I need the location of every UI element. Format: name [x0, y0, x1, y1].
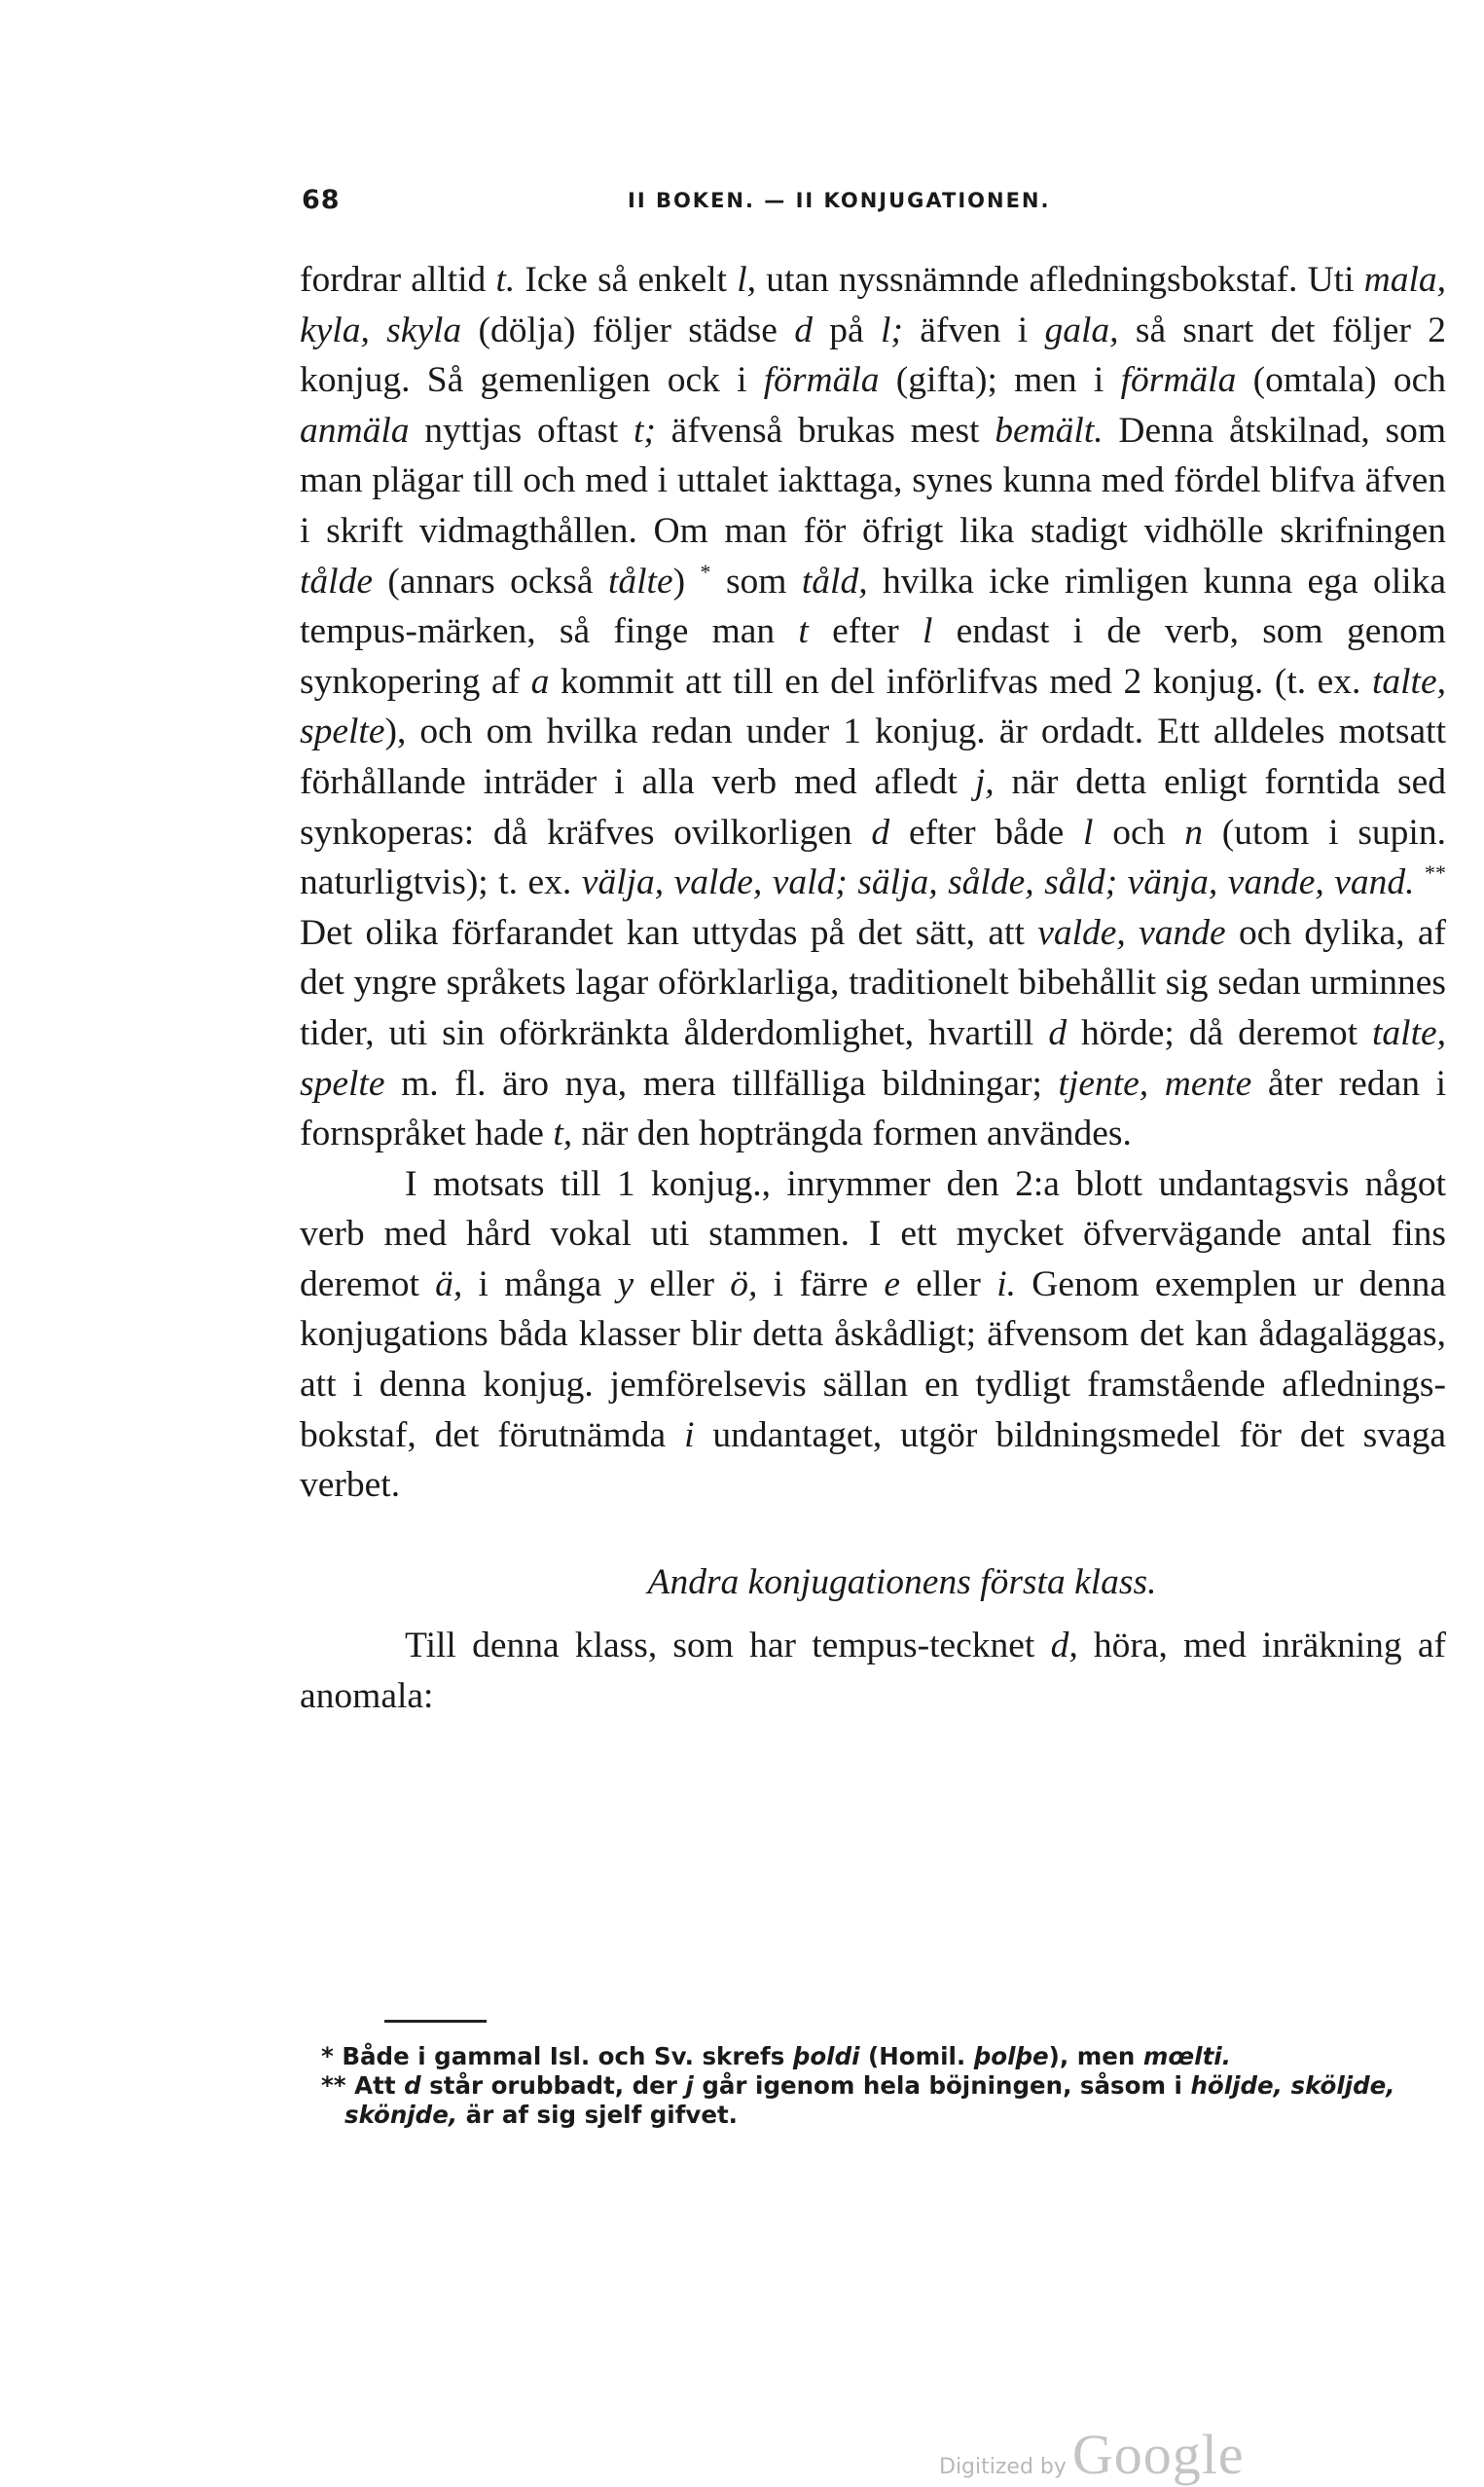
italic-text: þolþe	[973, 2042, 1049, 2070]
page-number: 68	[302, 185, 341, 215]
text-run: på	[812, 310, 881, 350]
italic-text: t	[798, 611, 809, 652]
italic-text: d	[404, 2071, 421, 2100]
footnote	[321, 2071, 1440, 2130]
text-run: och	[1093, 812, 1185, 853]
text-run: I motsats till 1 konjug., inrymmer den 2:a blott undantagsvis något verb med hård vokal uti stammen. I ett mycket öfvervägande antal fins deremot	[300, 1163, 1446, 1304]
text-run: efter	[808, 611, 923, 652]
paragraph	[300, 255, 1446, 1159]
text-run: och dylika, af det yngre språkets lagar oförklarliga, traditionelt bibehållit sig sedan urminnes tider, uti sin oförkränkta ålderdomlighet, hvartill	[300, 912, 1446, 1053]
text-run: Det olika förfarandet kan uttydas på det sätt, att	[300, 912, 1038, 953]
text-run: eller	[900, 1263, 997, 1304]
text-run: kommit att till en del införlifvas med 2 konjug. (t. ex.	[549, 661, 1372, 702]
italic-text: välja, valde, vald; sälja, sålde, såld; vänja, vande, vand.	[581, 862, 1415, 903]
italic-text: d	[794, 310, 813, 350]
text-run: (annars också	[372, 561, 608, 602]
italic-text: e	[884, 1263, 901, 1304]
italic-text: d,	[1050, 1626, 1078, 1666]
text-run: hörde; då deremot	[1067, 1012, 1372, 1053]
italic-text: t;	[633, 410, 656, 451]
text-run: står orubbadt, der	[420, 2071, 686, 2100]
google-logo: Google	[1071, 2423, 1245, 2486]
footnotes	[321, 2042, 1440, 2130]
paragraph	[300, 1159, 1446, 1511]
text-run: höra, med inräkning af anomala:	[300, 1626, 1446, 1717]
text-run: som	[710, 561, 802, 602]
text-run: hvilka icke rimligen kunna ega olika tempus-märken, så finge man	[300, 561, 1446, 652]
text-run: är af sig sjelf gifvet.	[457, 2101, 738, 2129]
italic-text: tjente, mente	[1058, 1063, 1252, 1104]
footnote	[321, 2042, 1440, 2071]
italic-text: d	[1048, 1012, 1068, 1053]
italic-text: höljde, sköljde, skönjde,	[344, 2071, 1395, 2129]
text-run: i många	[462, 1263, 618, 1304]
italic-text: mala, kyla, skyla	[300, 260, 1447, 350]
text-run: m. fl. äro nya, mera tillfälliga bildningar;	[384, 1063, 1059, 1104]
body-text	[300, 255, 1446, 1722]
text-run: åter redan i fornspråket hade	[300, 1063, 1446, 1154]
italic-text: förmäla	[1120, 360, 1237, 401]
italic-text: l	[1083, 812, 1094, 853]
text-run: när den hopträngda formen användes.	[572, 1114, 1132, 1154]
text-run: (omtala) och	[1236, 360, 1446, 401]
italic-text: i	[684, 1414, 695, 1455]
italic-text: förmäla	[763, 360, 880, 401]
italic-text: i.	[996, 1263, 1016, 1304]
running-head-title: II BOKEN. — II KONJUGATIONEN.	[628, 189, 1051, 212]
italic-text: talte, spelte	[300, 1012, 1447, 1104]
text-run: Genom exemplen ur denna konjugations båda klasser blir detta åskådligt; äfvensom det kan ådagaläggas, att i denna konjug. jemförelsevis sällan en tydligt framstående aflednings-bokstaf, det förutnämda	[300, 1263, 1446, 1455]
italic-text: t.	[495, 260, 516, 300]
text-run: äfven i	[902, 310, 1045, 350]
text-run: (Homil.	[859, 2042, 974, 2070]
italic-text: ä,	[435, 1263, 463, 1304]
italic-text: ö,	[730, 1263, 758, 1304]
italic-text: d	[871, 812, 890, 853]
text-run: undantaget, utgör bildningsmedel för det svaga verbet.	[300, 1414, 1447, 1506]
text-run: ), men	[1048, 2042, 1143, 2070]
digitized-watermark	[939, 2422, 1270, 2486]
text-run: Icke så enkelt	[515, 260, 738, 300]
italic-text: bemält.	[995, 410, 1104, 451]
italic-text: gala,	[1044, 310, 1119, 350]
italic-text: anmäla	[300, 410, 410, 451]
footnote-marker: **	[1425, 860, 1446, 886]
text-run: (utom i supin. naturligtvis); t. ex.	[300, 812, 1446, 903]
italic-text: l,	[737, 260, 757, 300]
footnote-divider	[384, 2020, 487, 2023]
text-run: fordrar alltid	[300, 260, 496, 300]
text-run: (dölja) följer städse	[461, 310, 795, 350]
text-run: i färre	[757, 1263, 885, 1304]
text-run: äfvenså brukas mest	[655, 410, 995, 451]
italic-text: mœlti.	[1142, 2042, 1231, 2070]
italic-text: j	[685, 2071, 694, 2100]
text-run: Andra konjugationens första klass.	[647, 1561, 1157, 1602]
italic-text: tåld,	[801, 561, 868, 602]
text-run: * Både i gammal Isl. och Sv. skrefs	[321, 2042, 793, 2070]
italic-text: t,	[553, 1114, 573, 1154]
footnote-marker: *	[700, 559, 711, 584]
italic-text: l;	[880, 310, 903, 350]
text-run: när detta enligt forntida sed synkoperas: då kräfves ovilkorligen	[300, 761, 1447, 853]
italic-text: talte, spelte	[300, 661, 1446, 752]
italic-text: tålte	[607, 561, 673, 602]
italic-text: y	[617, 1263, 634, 1304]
text-run: ), och om hvilka redan under 1 konjug. är ordadt. Ett alldeles motsatt förhållande inträder i alla verb med afledt	[300, 712, 1446, 802]
italic-text: valde, vande	[1037, 912, 1226, 953]
italic-text: tålde	[300, 561, 373, 602]
text-run: efter både	[889, 812, 1084, 853]
italic-text: j,	[974, 761, 995, 802]
italic-text: a	[530, 661, 550, 702]
text-run: utan nyssnämnde afledningsbokstaf. Uti	[756, 260, 1364, 300]
running-head	[302, 185, 1435, 224]
text-run: går igenom hela böjningen, såsom i	[693, 2071, 1191, 2100]
text-run: Till denna klass, som har tempus-tecknet	[405, 1626, 1051, 1666]
italic-text: n	[1184, 812, 1203, 853]
digitized-label: Digitized by	[939, 2455, 1067, 2479]
section-heading	[300, 1557, 1446, 1608]
text-run: (gifta); men i	[879, 360, 1121, 401]
text-run: ** Att	[321, 2071, 405, 2100]
italic-text: þoldi	[792, 2042, 860, 2070]
text-run: )	[672, 561, 701, 602]
text-run: Denna åtskilnad, som man plägar till och med i uttalet iakttaga, synes kunna med fördel blifva äfven i skrift vidmagthållen. Om man för öfrigt lika stadigt vidhölle skrifningen	[300, 410, 1446, 551]
text-run	[1415, 862, 1426, 902]
text-run: endast i de verb, som genom synkopering af	[300, 611, 1447, 702]
text-run: eller	[633, 1263, 731, 1304]
italic-text: l	[923, 611, 933, 652]
text-run: så snart det följer 2 konjug. Så gemenligen ock i	[300, 310, 1446, 401]
text-run: nyttjas oftast	[409, 410, 634, 451]
paragraph	[300, 1621, 1446, 1721]
